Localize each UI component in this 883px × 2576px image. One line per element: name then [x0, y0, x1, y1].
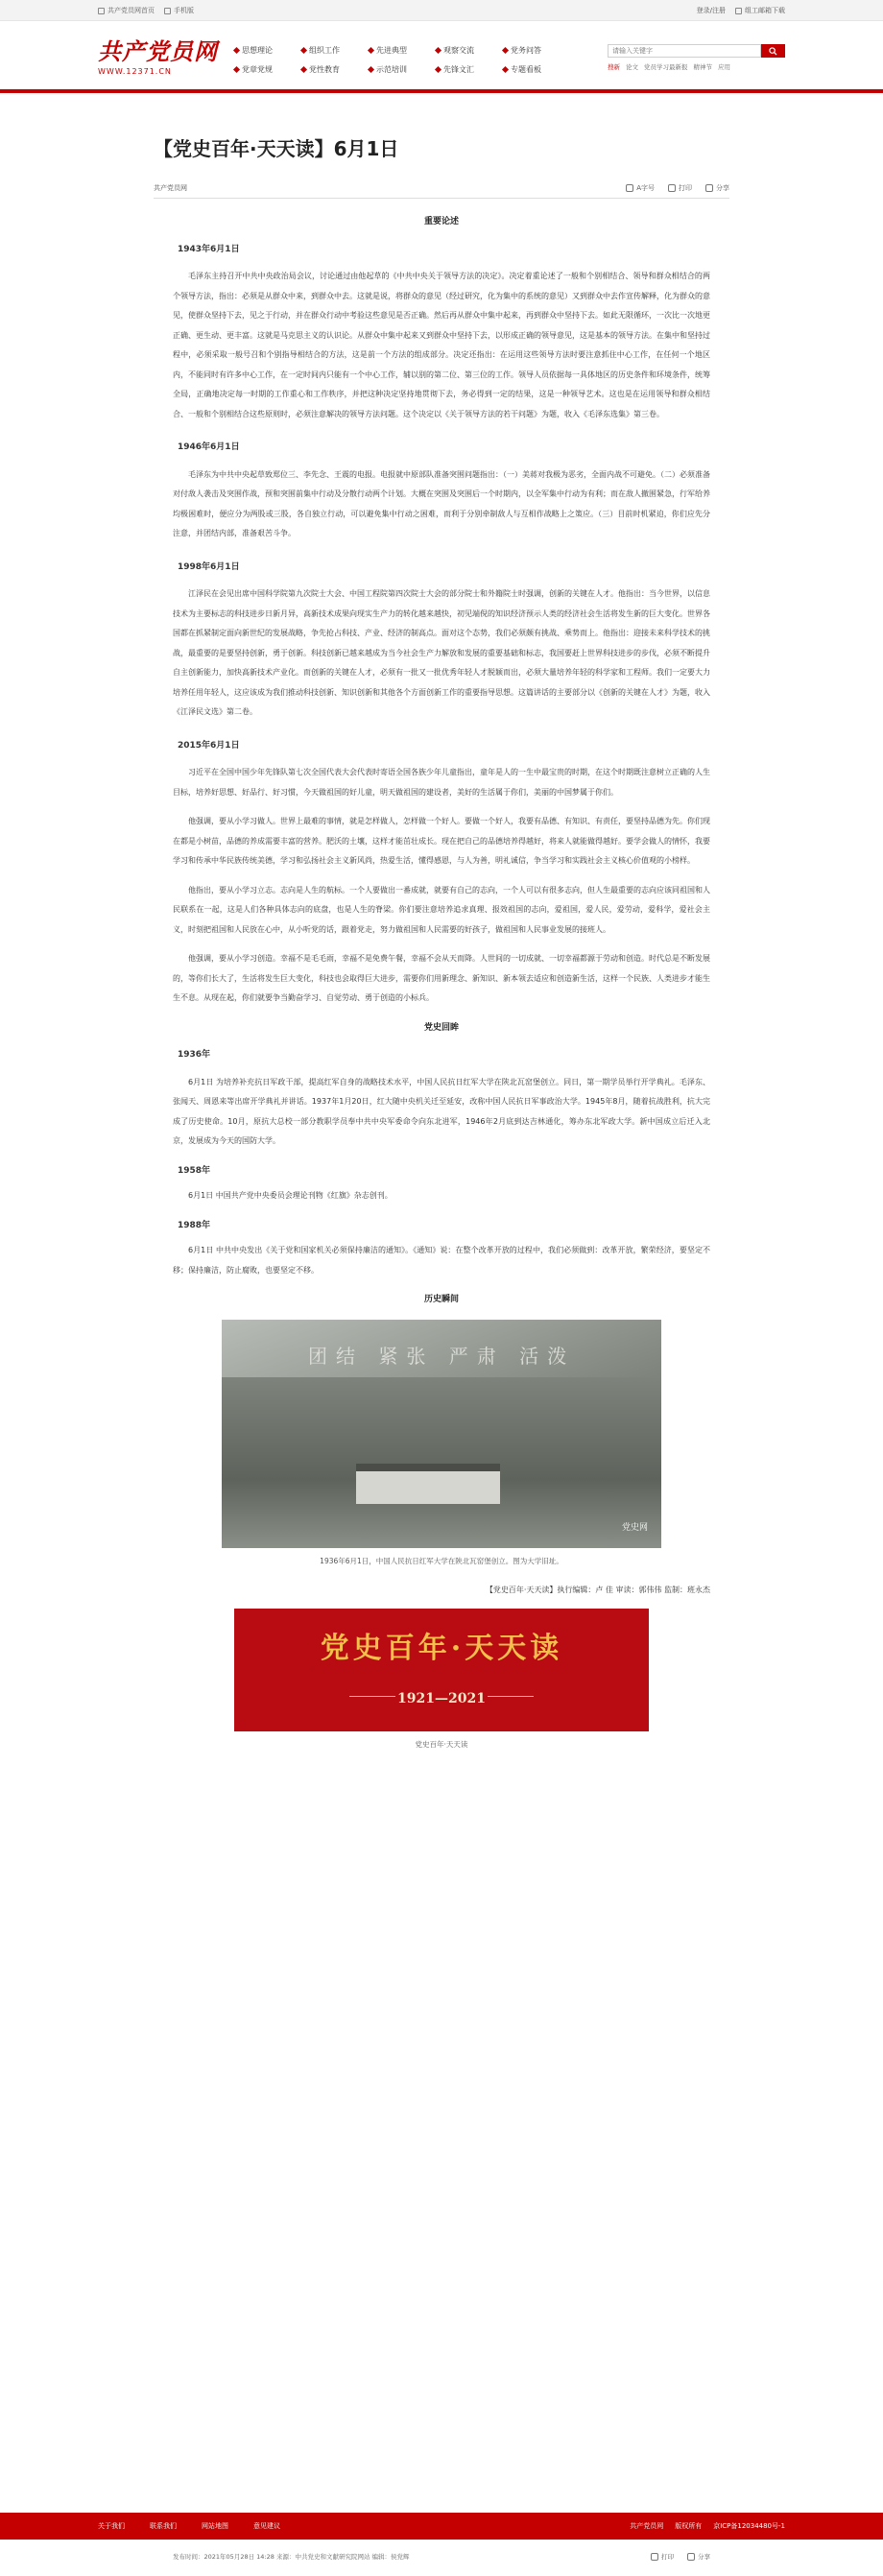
nav-item[interactable]: 思想理论 [234, 45, 301, 56]
diamond-icon [233, 66, 240, 73]
publish-info [154, 2536, 729, 2576]
nav-item[interactable]: 党务问答 [503, 45, 570, 56]
nav-item[interactable]: 党性教育 [301, 64, 369, 75]
nav-item[interactable]: 先进典型 [369, 45, 436, 56]
font-size-button[interactable]: A字号 [626, 183, 655, 193]
printer-icon [651, 2553, 658, 2561]
mail-download-link[interactable]: 组工邮箱下载 [735, 6, 785, 15]
footer-text: 版权所有 [675, 2522, 703, 2530]
print-button[interactable]: 打印 [668, 183, 692, 193]
paragraph: 6月1日 中共中央发出《关于党和国家机关必须保持廉洁的通知》。《通知》说：在整个改革开放的过程中，我们必须做到：改革开放，繁荣经济，要坚定不移；保持廉洁，防止腐败，也要坚定不移。 [173, 1246, 710, 1275]
publish-meta: 发布时间：2021年05月28日 14:28 来源：中共党史和文献研究院网站 编辑：侯党辉 [173, 2553, 410, 2561]
entry-date: 1988年 [178, 1220, 211, 1230]
paragraph: 6月1日 为培养补充抗日军政干部，提高红军自身的战略技术水平，中国人民抗日红军大学在陕北瓦窑堡创立。同日，第一期学员举行开学典礼。毛泽东、张闻天、周恩来等出席开学典礼并讲话。1937年1月20日，红大随中央机关迁至延安，改称中国人民抗日军事政治大学。1945年8月，随着抗战胜利，抗大完成了历史使命。10月，原抗大总校一部分教职学员奉中共中央军委命令向东北进军，1946年2月底到达吉林通化，筹办东北军政大学。新中国成立后迁入北京，发展成为今天的国防大学。 [173, 1077, 710, 1145]
editor-credits: 【党史百年·天天读】执行编辑：卢 佳 审读：郭伟伟 监制：班永杰 [485, 1586, 710, 1594]
nav-item[interactable]: 组织工作 [301, 45, 369, 56]
section-title: 历史瞬间 [423, 1295, 459, 1304]
nav-item[interactable]: 党章党规 [234, 64, 301, 75]
footer-link[interactable]: 网站地图 [202, 2522, 228, 2530]
entry-date: 1943年6月1日 [178, 244, 240, 254]
share-icon [687, 2553, 695, 2561]
photo-slogan: 团结 紧张 严肃 活泼 [308, 1344, 576, 1368]
banner-years: 1921—2021 [397, 1690, 486, 1706]
footer-link[interactable]: 意见建议 [253, 2522, 280, 2530]
hot-tag[interactable]: 论文 [626, 63, 638, 71]
diamond-icon [368, 66, 374, 73]
building-shape [356, 1464, 500, 1504]
mail-icon [735, 8, 742, 14]
entry-date: 1998年6月1日 [178, 561, 240, 572]
entry-date: 1936年 [178, 1050, 211, 1060]
paragraph: 他强调，要从小学习创造。幸福不是毛毛雨，幸福不是免费午餐，幸福不会从天而降。人世间的一切成就、一切幸福都源于劳动和创造。时代总是不断发展的，等你们长大了，生活将发生巨大变化，科技也会取得巨大进步，需要你们用新理念、新知识、新本领去适应和创造新生活，这样一个民族、人类进步才能生生不息。从现在起，你们就要争当勤奋学习、自觉劳动、勇于创造的小标兵。 [173, 954, 710, 1002]
diamond-icon [502, 66, 509, 73]
photo-caption: 1936年6月1日，中国人民抗日红军大学在陕北瓦窑堡创立。图为大学旧址。 [320, 1556, 563, 1565]
diamond-icon [502, 47, 509, 54]
print-button[interactable]: 打印 [651, 2552, 674, 2561]
share-icon [705, 184, 713, 192]
share-button[interactable]: 分享 [687, 2552, 710, 2561]
search-button[interactable] [761, 44, 785, 58]
diamond-icon [435, 66, 442, 73]
hot-tag[interactable]: 应用 [718, 63, 730, 71]
paragraph: 他强调，要从小学习做人。世界上最难的事情，就是怎样做人，怎样做一个好人。要做一个好人，我要有品德、有知识、有责任，要坚持品德为先。你们现在都是小树苗，品德的养成需要丰富的营养。肥沃的土壤，这样才能茁壮成长。现在把自己的品德培养得越好，将来人就能做得越好。要学会做人的情怀，我要学习和传承中华民族传统美德，学习和弘扬社会主义新风尚，热爱生活，懂得感恩，与人为善，明礼诚信，争当学习和实践社会主义核心价值观的小榜样。 [173, 817, 710, 865]
entry-date: 1958年 [178, 1165, 211, 1176]
paragraph: 毛泽东主持召开中共中央政治局会议，讨论通过由他起草的《中共中央关于领导方法的决定》。决定着重论述了一般和个别相结合、领导和群众相结合的两个领导方法，指出：必须是从群众中来，到群众中去。这就是说，将群众的意见（经过研究，化为集中的系统的意见）又到群众中去作宣传解释，化为群众的意见，使群众坚持下去，见之于行动，并在群众行动中考验这些意见是否正确。然后再从群众中集中起来，再到群众中坚持下去。如此无限循环，一次比一次地更正确、更生动、更丰富。这就是马克思主义的认识论。从群众中集中起来又到群众中坚持下去，以形成正确的领导意见，这是基本的领导方法。在集中和坚持过程中，必须采取一般号召和个别指导相结合的方法，这是前一个方法的组成部分。决定还指出：在运用这些领导方法时要注意抓住中心工作，在任何一个地区内，不能同时有许多中心工作，在一定时间内只能有一个中心工作，辅以别的第二位、第三位的工作。领导人员依据每一具体地区的历史条件和环境条件，统筹全局，正确地决定每一时期的工作重心和工作秩序，并把这种决定坚持地贯彻下去，务必得到一定的结果，这是一种领导艺术。这也是在运用领导和群众相结合、一般和个别相结合这些原则时，必须注意解决的领导方法问题。这个决定以《关于领导方法的若干问题》为题，收入《毛泽东选集》第三卷。 [173, 272, 710, 418]
paragraph: 习近平在全国中国少年先锋队第七次全国代表大会代表时寄语全国各族少年儿童指出，童年是人的一生中最宝贵的时期，在这个时期既注意树立正确的人生目标，培养好思想、好品行、好习惯，今天做祖国的好儿童，明天做祖国的建设者，美好的生活属于你们，美丽的中国梦属于你们。 [173, 768, 710, 797]
footer-text: 共产党员网 [630, 2522, 664, 2530]
article-meta [154, 178, 729, 199]
main-nav [234, 45, 637, 75]
footer-text: 京ICP备12034480号-1 [713, 2522, 785, 2530]
hot-tag[interactable]: 精神节 [693, 63, 712, 71]
photo-watermark: 党史网 [621, 1523, 648, 1533]
footer-link[interactable]: 关于我们 [98, 2522, 125, 2530]
hot-search-tags [608, 62, 785, 71]
nav-item[interactable]: 专题看板 [503, 64, 570, 75]
search-icon [769, 47, 777, 56]
home-icon [98, 8, 105, 14]
share-button[interactable]: 分享 [705, 183, 729, 193]
hot-tag[interactable]: 搜新 [608, 63, 620, 71]
page-title: 【党史百年·天天读】6月1日 [154, 137, 399, 160]
search-input[interactable] [608, 44, 761, 58]
diamond-icon [300, 66, 307, 73]
top-utility-bar [0, 0, 883, 21]
site-footer [0, 2513, 883, 2540]
section-title: 重要论述 [423, 217, 459, 227]
banner-caption: 党史百年·天天读 [415, 1739, 468, 1749]
section-title: 党史回眸 [423, 1022, 459, 1033]
nav-item[interactable]: 先锋文汇 [436, 64, 503, 75]
footer-link[interactable]: 联系我们 [150, 2522, 177, 2530]
paragraph: 6月1日 中国共产党中央委员会理论刊物《红旗》杂志创刊。 [188, 1191, 393, 1200]
entry-date: 1946年6月1日 [178, 442, 240, 452]
paragraph: 毛泽东为中共中央起草致郑位三、李先念、王震的电报。电报就中原部队准备突围问题指出：（一）美蒋对我极为恶劣，全面内战不可避免。（二）必须准备对付敌人袭击及突围作战，预和突围前集中行动及分散行动两个计划。大概在突围及突围后一个时期内，以全军集中行动为有利；而在敌人撤围紧急，行军给养均极困难时，便应分为两股或三股，各自独立行动，可以避免集中行动之困难，而利于分别牵制敌人与互相作战略上之策应。（三）目前时机紧迫，你们应先分注意，并团结内部，准备艰苦斗争。 [173, 469, 710, 537]
diamond-icon [435, 47, 442, 54]
paragraph: 江泽民在会见出席中国科学院第九次院士大会、中国工程院第四次院士大会的部分院士和外籍院士时强调，创新的关键在人才。他指出：当今世界，以信息技术为主要标志的科技进步日新月异，高新技术成果向现实生产力的转化越来越快，初见端倪的知识经济预示人类的经济社会生活将发生新的巨大变化。世界各国都在抓紧制定面向新世纪的发展战略，争先抢占科技、产业、经济的制高点。面对这个态势，我们必须颇有挑战、乘势而上。他指出：迎接未来科学技术的挑战，最重要的是要坚持创新，勇于创新。科技创新已越来越成为当今社会生产力解放和发展的重要基础和标志，我国要赶上世界科技进步的步伐，必须不断提升自主创新能力，加快高新技术产业化。而创新的关键在人才，必须有一批又一批优秀年轻人才脱颖而出，必须大量培养年轻的科学家和工程师。我们一定要大力培养任用年轻人，这应该成为我们推动科技创新、知识创新和其他各个方面创新工作的重要指导思想。这篇讲话的主要部分以《创新的关键在人才》为题，收入《江泽民文选》第二卷。 [173, 589, 710, 716]
search-box [608, 44, 785, 71]
article-source: 共产党员网 [154, 183, 187, 192]
nav-item[interactable]: 观察交流 [436, 45, 503, 56]
site-header [0, 21, 883, 93]
home-link[interactable]: 共产党员网首页 [98, 6, 155, 15]
login-link[interactable]: 登录/注册 [696, 7, 726, 14]
phone-icon [164, 8, 171, 14]
diamond-icon [233, 47, 240, 54]
hot-tag[interactable]: 党员学习最新报 [644, 63, 688, 71]
series-banner [234, 1609, 649, 1731]
history-photo [222, 1320, 661, 1548]
diamond-icon [300, 47, 307, 54]
paragraph: 他指出，要从小学习立志。志向是人生的航标。一个人要做出一番成就，就要有自己的志向，一个人可以有很多志向，但人生最重要的志向应该同祖国和人民联系在一起，这是人们各种具体志向的底盘，也是人生的脊梁。你们要注意培养追求真理、报效祖国的志向，爱祖国，爱人民，爱劳动，爱科学，爱社会主义，时刻把祖国和人民放在心中，从小听党的话，跟着党走，努力做祖国和人民需要的好孩子，做祖国和人民事业发展的接班人。 [173, 885, 710, 934]
site-logo[interactable]: 共产党员网 WWW.12371.CN [98, 37, 218, 76]
article-body [154, 199, 729, 1754]
nav-item[interactable]: 示范培训 [369, 64, 436, 75]
banner-title: 党史百年·天天读 [320, 1631, 563, 1665]
entry-date: 2015年6月1日 [178, 740, 240, 751]
font-icon [626, 184, 633, 192]
cliff-shape [222, 1377, 661, 1548]
mobile-link[interactable]: 手机版 [164, 6, 194, 15]
diamond-icon [368, 47, 374, 54]
printer-icon [668, 184, 676, 192]
